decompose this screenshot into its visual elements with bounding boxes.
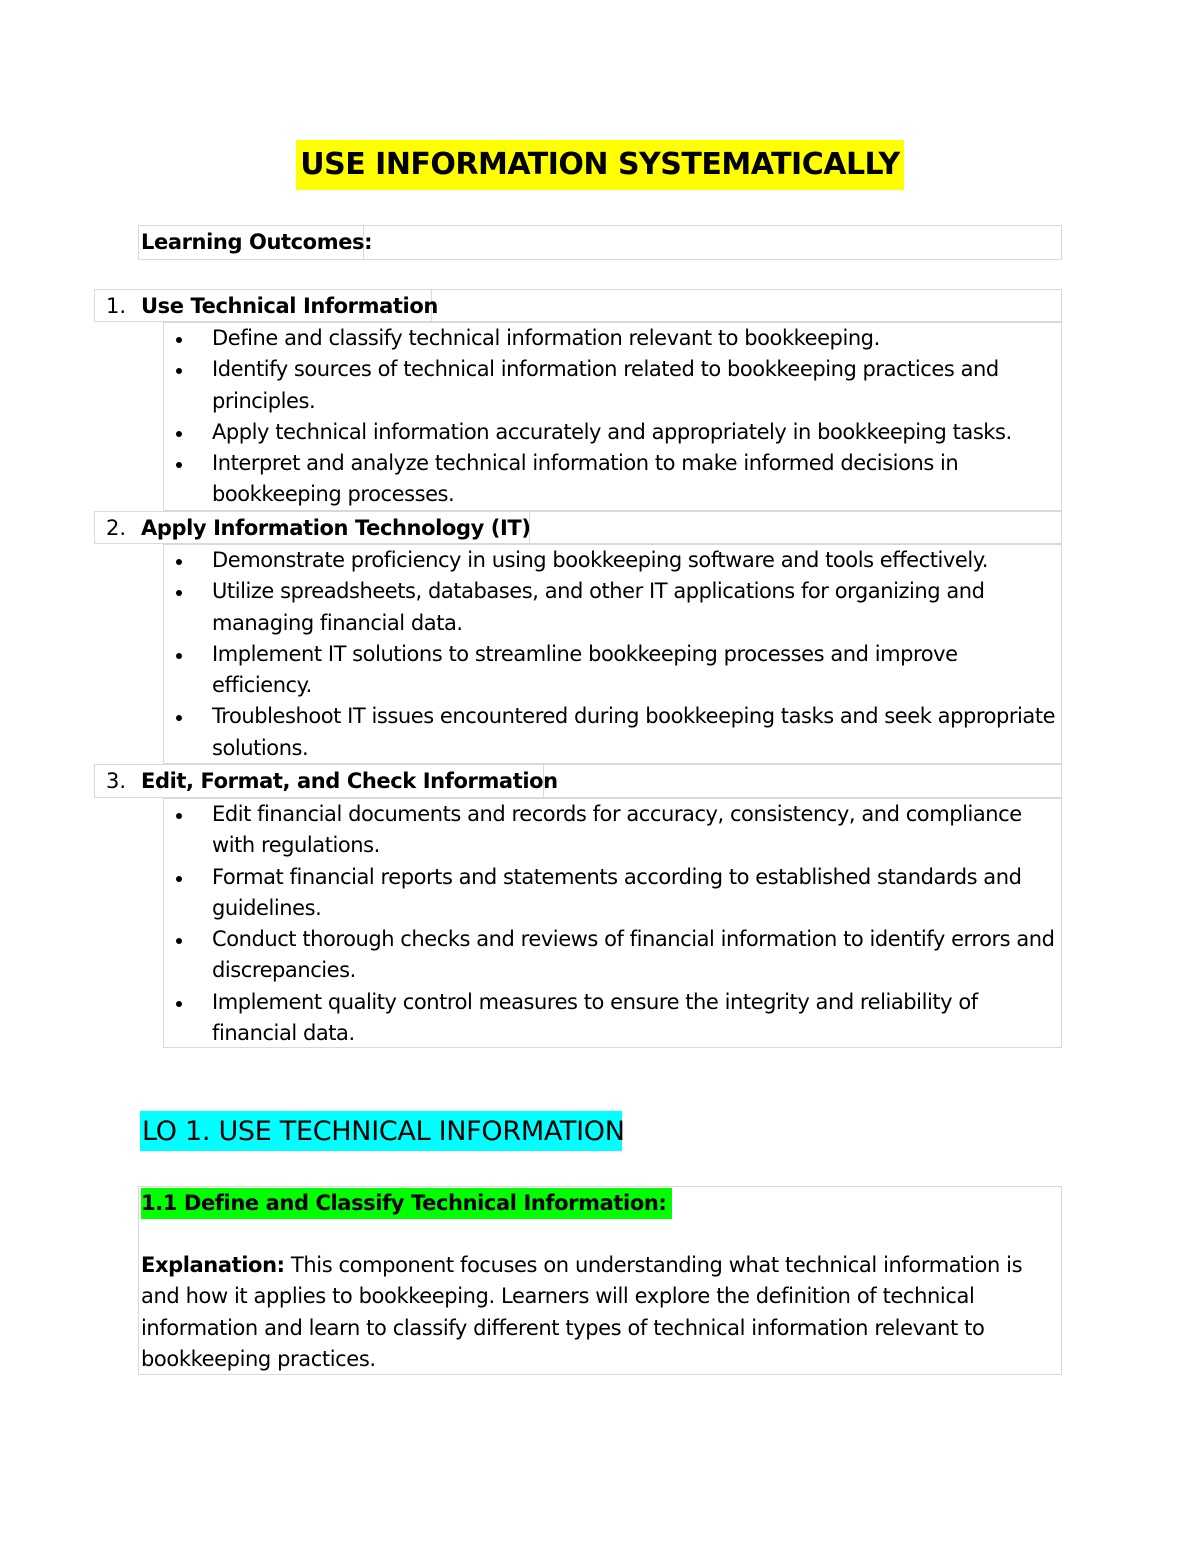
bullet-icon (176, 813, 182, 819)
list-item: Troubleshoot IT issues encountered during bookkeeping tasks and seek appropriate solutions. (165, 701, 1060, 764)
list-item: Conduct thorough checks and reviews of financial information to identify errors and discrepancies. (165, 924, 1060, 987)
section-1-1-explanation (141, 1250, 1046, 1375)
bullet-icon (176, 938, 182, 944)
outcome-1-heading: Use Technical Information (141, 294, 438, 318)
outcome-3-number: 3. (106, 769, 127, 793)
explanation-text: This component focuses on understanding what technical information is and how it applies to bookkeeping. Learners will explore the definition of technical information and learn to classify different types of technical information relevant to bookkeeping practices. (141, 1253, 1023, 1371)
bullet-icon (176, 1001, 182, 1007)
list-item: Implement IT solutions to streamline bookkeeping processes and improve efficiency. (165, 639, 1060, 702)
bullet-icon (176, 876, 182, 882)
section-1-1-heading: 1.1 Define and Classify Technical Information: (141, 1188, 672, 1219)
bullet-icon (176, 462, 182, 468)
list-item: Utilize spreadsheets, databases, and other IT applications for organizing and managing financial data. (165, 576, 1060, 639)
list-item: Define and classify technical information relevant to bookkeeping. (165, 323, 1060, 354)
bullet-icon (176, 431, 182, 437)
outcome-1-number: 1. (106, 294, 127, 318)
lo1-heading: LO 1. USE TECHNICAL INFORMATION (140, 1111, 622, 1151)
bullet-icon (176, 715, 182, 721)
bullet-icon (176, 590, 182, 596)
list-item: Implement quality control measures to ensure the integrity and reliability of financial data. (165, 987, 1060, 1050)
bullet-icon (176, 653, 182, 659)
outcome-3-heading: Edit, Format, and Check Information (141, 769, 558, 793)
bullet-icon (176, 368, 182, 374)
list-item: Apply technical information accurately and appropriately in bookkeeping tasks. (165, 417, 1060, 448)
bullet-icon (176, 559, 182, 565)
learning-outcomes-label: Learning Outcomes: (141, 230, 373, 254)
list-item: Interpret and analyze technical information to make informed decisions in bookkeeping processes. (165, 448, 1060, 511)
outcome-1-list (165, 323, 1060, 511)
outcome-2-number: 2. (106, 516, 127, 540)
outcome-2-list (165, 545, 1060, 764)
list-item: Identify sources of technical information related to bookkeeping practices and principles. (165, 354, 1060, 417)
outcome-2-heading: Apply Information Technology (IT) (141, 516, 531, 540)
explanation-label: Explanation: (141, 1253, 285, 1277)
outcome-3-list (165, 799, 1060, 1049)
bullet-icon (176, 337, 182, 343)
list-item: Demonstrate proficiency in using bookkeeping software and tools effectively. (165, 545, 1060, 576)
list-item: Format financial reports and statements according to established standards and guidelines. (165, 862, 1060, 925)
list-item: Edit financial documents and records for accuracy, consistency, and compliance with regulations. (165, 799, 1060, 862)
document-title: USE INFORMATION SYSTEMATICALLY (296, 140, 904, 190)
